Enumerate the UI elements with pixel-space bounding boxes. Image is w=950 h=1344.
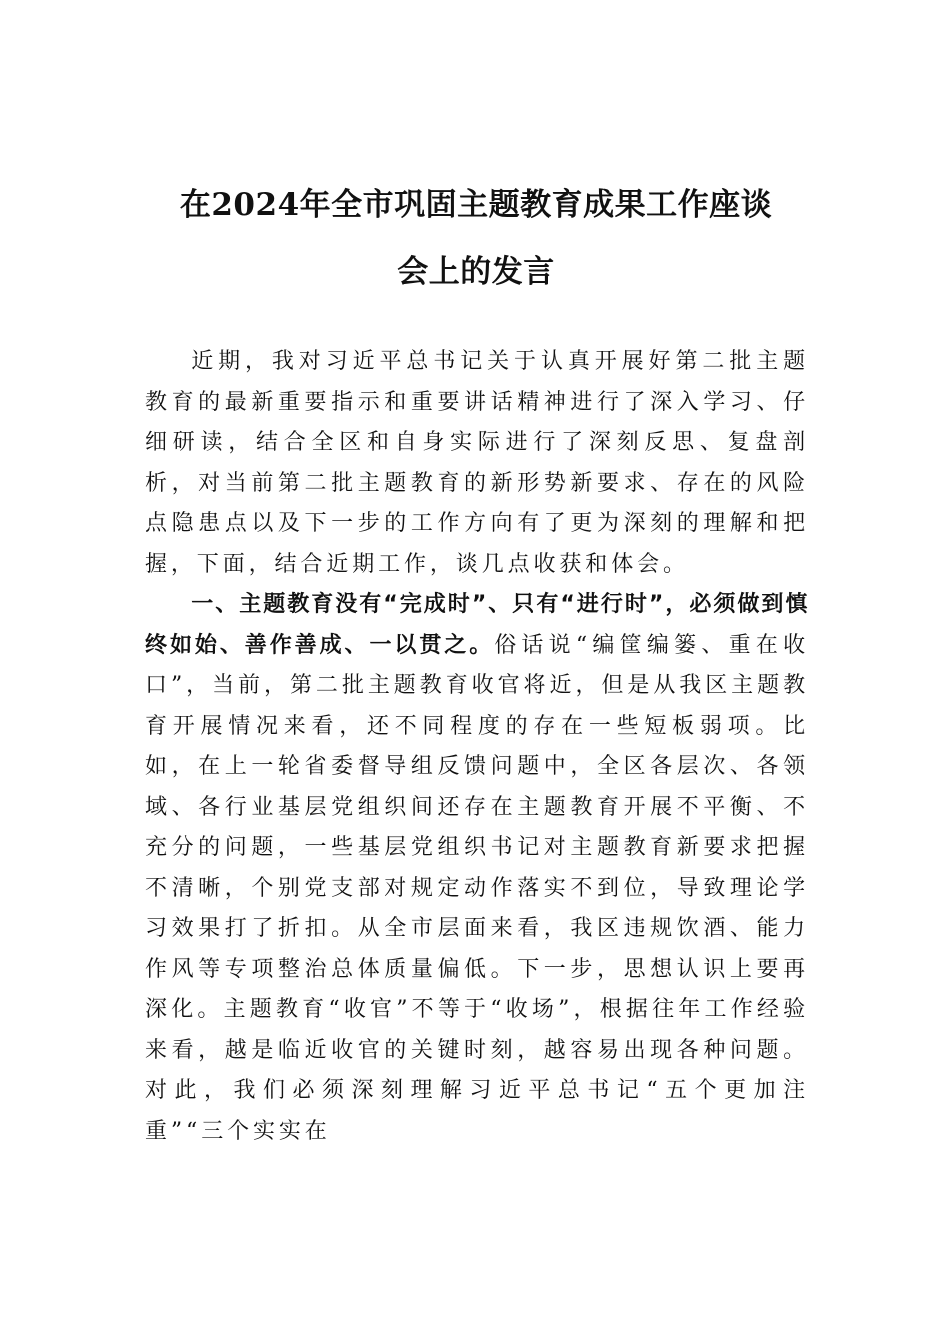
document-body xyxy=(145,342,809,1152)
document-title xyxy=(145,172,807,306)
title-line-1: 在2024年全市巩固主题教育成果工作座谈 xyxy=(179,187,773,223)
paragraph-section-one xyxy=(145,585,809,1152)
section-one-heading: 一、主题教育没有“完成时”、只有“进行时”，必须做到慎终如始、善作善成、一以贯之。 xyxy=(145,592,809,658)
paragraph-intro: 近期，我对习近平总书记关于认真开展好第二批主题教育的最新重要指示和重要讲话精神进行了深入学习、仔细研读，结合全区和自身实际进行了深刻反思、复盘剖析，对当前第二批主题教育的新形势新要求、存在的风险点隐患点以及下一步的工作方向有了更为深刻的理解和把握，下面，结合近期工作，谈几点收获和体会。 xyxy=(145,349,809,577)
section-one-text: 俗话说“编筐编篓、重在收口”，当前，第二批主题教育收官将近，但是从我区主题教育开展情况来看，还不同程度的存在一些短板弱项。比如，在上一轮省委督导组反馈问题中，全区各层次、各领域、各行业基层党组织间还存在主题教育开展不平衡、不充分的问题，一些基层党组织书记对主题教育新要求把握不清晰，个别党支部对规定动作落实不到位，导致理论学习效果打了折扣。从全市层面来看，我区违规饮酒、能力作风等专项整治总体质量偏低。下一步，思想认识上要再深化。主题教育“收官”不等于“收场”，根据往年工作经验来看，越是临近收官的关键时刻，越容易出现各种问题。对此，我们必须深刻理解习近平总书记“五个更加注重”“三个实实在 xyxy=(145,632,809,1144)
title-line-2: 会上的发言 xyxy=(397,254,555,290)
